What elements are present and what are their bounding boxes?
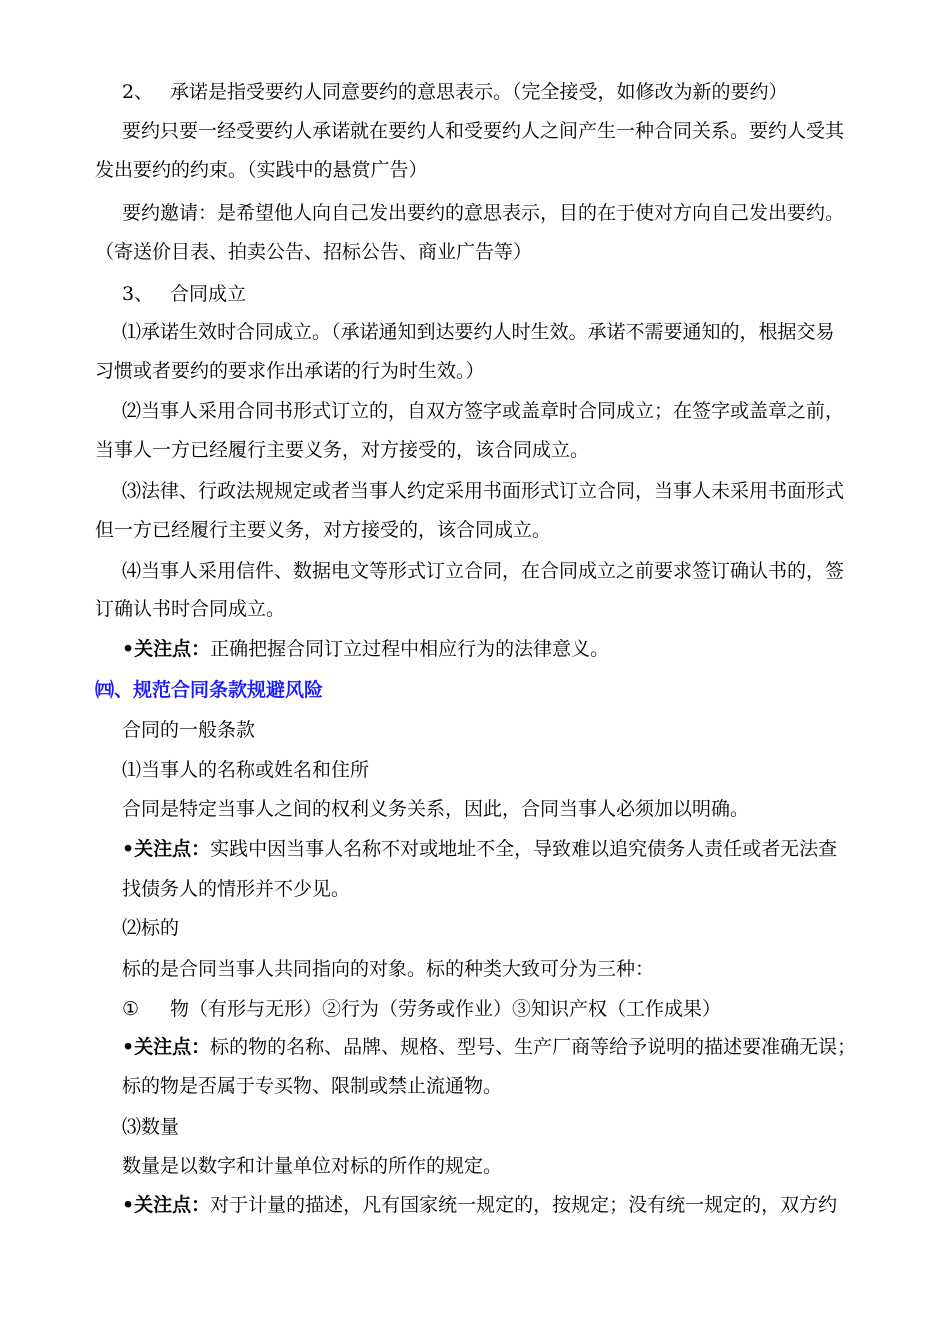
section-title: 规范合同条款规避风险	[133, 679, 324, 701]
focus-point-label: •关注点：	[122, 1036, 211, 1058]
item-number: 2、	[122, 81, 154, 103]
item-number: ①	[122, 998, 140, 1020]
paragraph-line: ⑶数量	[122, 1116, 180, 1138]
focus-point-line	[122, 836, 837, 862]
focus-point-line	[122, 1192, 837, 1218]
paragraph-line: 合同是特定当事人之间的权利义务关系，因此，合同当事人必须加以明确。	[122, 798, 750, 820]
paragraph-line: ⑴承诺生效时合同成立。（承诺通知到达要约人时生效。承诺不需要通知的，根据交易	[122, 321, 835, 343]
paragraph-line: 找债务人的情形并不少见。	[122, 878, 351, 900]
paragraph-line: 标的是合同当事人共同指向的对象。标的种类大致可分为三种：	[122, 958, 655, 980]
paragraph-text: 物（有形与无形）②行为（劳务或作业）③知识产权（工作成果）	[170, 998, 722, 1020]
paragraph-line: 订确认书时合同成立。	[95, 598, 286, 620]
section-number: ㈣、	[95, 679, 134, 701]
focus-point-line	[122, 1034, 856, 1060]
paragraph-line: ⑴当事人的名称或姓名和住所	[122, 759, 370, 781]
paragraph-line: 发出要约的约束。（实践中的悬赏广告）	[95, 159, 428, 181]
paragraph-text: 实践中因当事人名称不对或地址不全，导致难以追究债务人责任或者无法查	[210, 838, 838, 860]
focus-point-label: •关注点：	[122, 1194, 211, 1216]
section-heading	[95, 677, 323, 703]
paragraph-line: 但一方已经履行主要义务，对方接受的，该合同成立。	[95, 519, 552, 541]
focus-point-line	[122, 636, 609, 662]
paragraph-line: 要约邀请：是希望他人向自己发出要约的意思表示，目的在于使对方向自己发出要约。	[122, 202, 845, 224]
item-3-line	[122, 281, 246, 307]
paragraph-line: 要约只要一经受要约人承诺就在要约人和受要约人之间产生一种合同关系。要约人受其	[122, 120, 845, 142]
paragraph-line: 数量是以数字和计量单位对标的所作的规定。	[122, 1155, 503, 1177]
paragraph-line: ⑷当事人采用信件、数据电文等形式订立合同，在合同成立之前要求签订确认书的，签	[122, 560, 845, 582]
item-number: 3、	[122, 283, 154, 305]
paragraph-line: ⑵标的	[122, 917, 180, 939]
paragraph-line: 合同的一般条款	[122, 719, 256, 741]
paragraph-line: 当事人一方已经履行主要义务，对方接受的，该合同成立。	[95, 439, 590, 461]
paragraph-text: 合同成立	[170, 283, 247, 305]
paragraph-text: 承诺是指受要约人同意要约的意思表示。（完全接受，如修改为新的要约）	[170, 81, 788, 103]
enumeration-line	[122, 996, 721, 1022]
focus-point-label: •关注点：	[122, 838, 211, 860]
paragraph-line: ⑶法律、行政法规规定或者当事人约定采用书面形式订立合同，当事人未采用书面形式	[122, 480, 845, 502]
focus-point-label: •关注点：	[122, 638, 211, 660]
paragraph-line: 标的物是否属于专买物、限制或禁止流通物。	[122, 1075, 503, 1097]
paragraph-line: 习惯或者要约的要求作出承诺的行为时生效。）	[95, 360, 485, 382]
paragraph-text: 正确把握合同订立过程中相应行为的法律意义。	[210, 638, 610, 660]
paragraph-line: ⑵当事人采用合同书形式订立的，自双方签字或盖章时合同成立；在签字或盖章之前，	[122, 400, 845, 422]
paragraph-text: 标的物的名称、品牌、规格、型号、生产厂商等给予说明的描述要准确无误；	[210, 1036, 857, 1058]
paragraph-text: 对于计量的描述，凡有国家统一规定的，按规定；没有统一规定的，双方约	[210, 1194, 838, 1216]
item-2-line	[122, 79, 788, 105]
paragraph-line: （寄送价目表、拍卖公告、招标公告、商业广告等）	[95, 241, 533, 263]
